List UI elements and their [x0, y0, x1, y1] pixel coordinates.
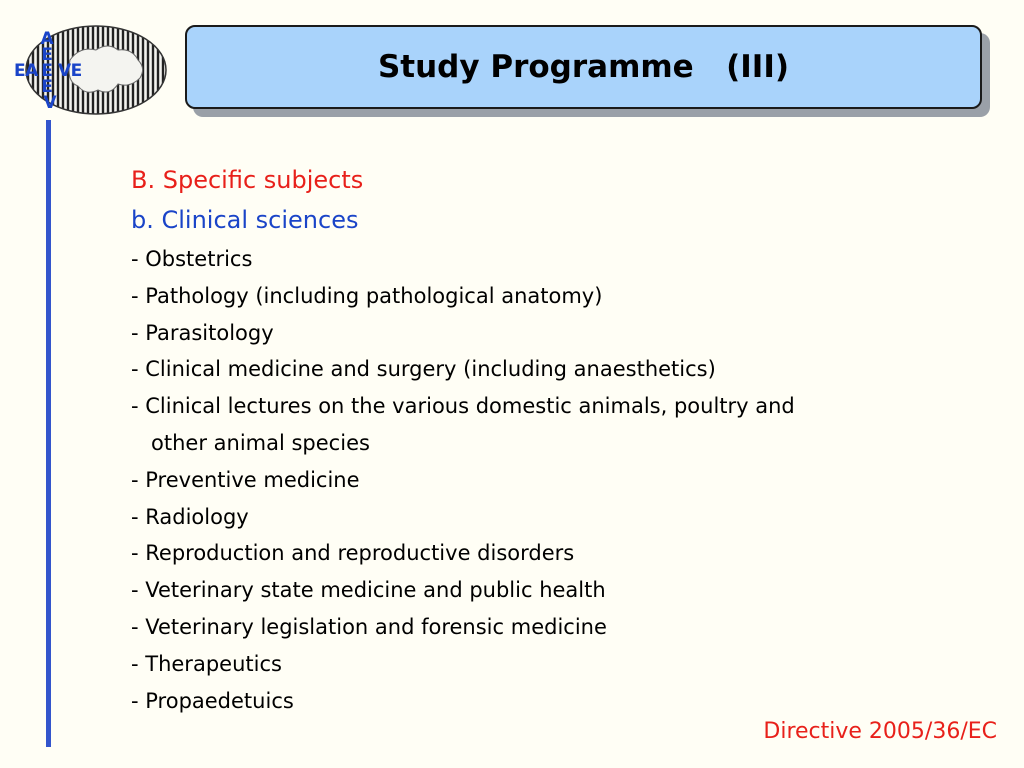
subsection-heading: b. Clinical sciences	[131, 206, 359, 234]
page-title: Study Programme (III)	[377, 49, 790, 85]
logo-letters-vertical: A E E E V	[40, 29, 57, 113]
title-box	[185, 25, 982, 109]
subject-list	[131, 241, 1001, 719]
section-heading: B. Specific subjects	[131, 166, 364, 194]
list-item: - Reproduction and reproductive disorders	[131, 541, 575, 566]
left-accent-bar	[46, 120, 51, 747]
eaeve-logo-graphic	[8, 20, 168, 120]
list-item: - Clinical lectures on the various domestic animals, poultry and	[131, 394, 795, 419]
slide-content	[131, 160, 1001, 719]
list-item: - Parasitology	[131, 320, 274, 345]
svg-text:VE: VE	[58, 61, 82, 81]
list-item: - Preventive medicine	[131, 467, 360, 492]
list-item: other animal species	[131, 430, 370, 455]
eaeve-logo	[8, 20, 168, 120]
list-item: - Veterinary state medicine and public health	[131, 578, 606, 603]
list-item: - Radiology	[131, 504, 249, 529]
directive-reference: Directive 2005/36/EC	[763, 719, 997, 744]
list-item: - Pathology (including pathological anatomy)	[131, 283, 603, 308]
list-item: - Clinical medicine and surgery (including anaesthetics)	[131, 357, 716, 382]
list-item: - Obstetrics	[131, 247, 253, 271]
list-item: - Propaedetuics	[131, 688, 294, 713]
list-item: - Veterinary legislation and forensic medicine	[131, 614, 607, 639]
list-item: - Therapeutics	[131, 651, 282, 676]
logo-letters-horizontal: EA	[14, 61, 38, 81]
